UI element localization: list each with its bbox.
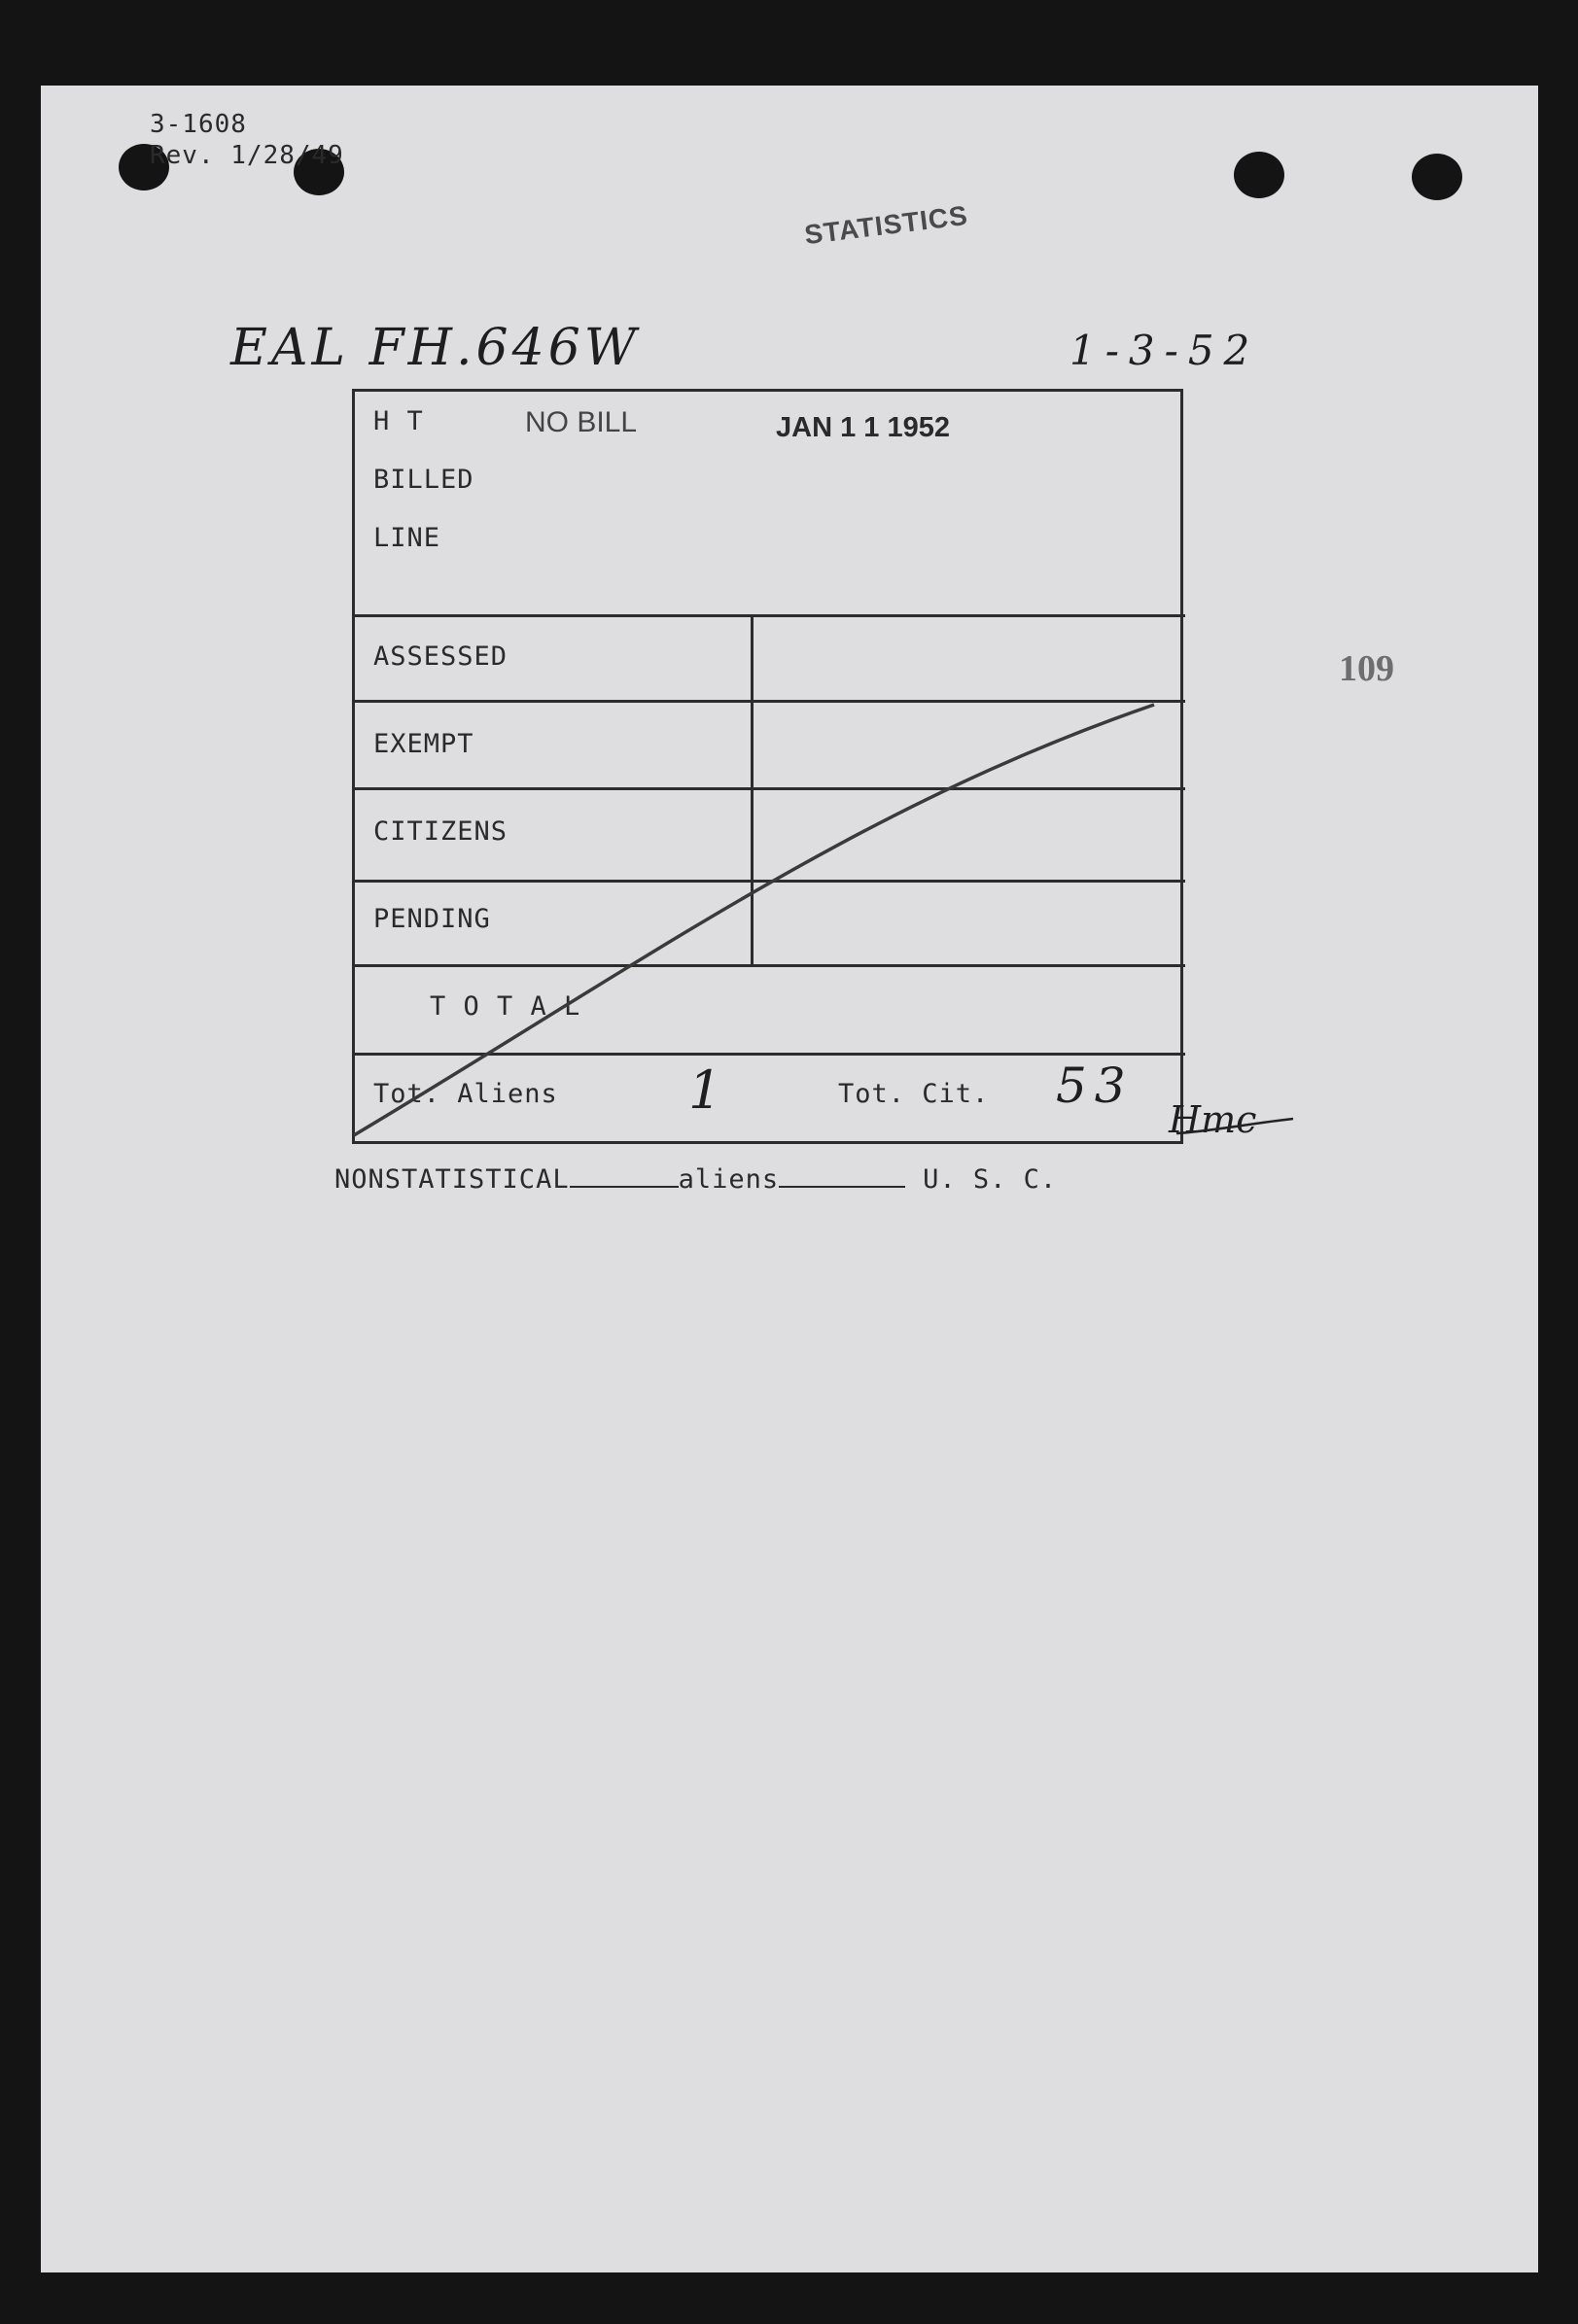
pending-label: PENDING	[373, 904, 491, 934]
handwritten-date: 1-3-52	[1070, 327, 1260, 374]
tot-aliens-value: 1	[688, 1059, 722, 1121]
citizens-label: CITIZENS	[373, 816, 508, 847]
total-label: T O T A L	[430, 991, 581, 1022]
file-reference: EAL FH.646W	[230, 319, 641, 377]
form-revision: Rev. 1/28/49	[150, 141, 344, 170]
nonstatistical-line	[334, 1164, 1057, 1195]
line-label: LINE	[373, 523, 441, 553]
initials: Hmc	[1169, 1098, 1257, 1141]
initials-flourish	[1172, 1114, 1298, 1143]
punch-hole	[1412, 154, 1462, 200]
aliens-blank	[779, 1164, 905, 1188]
exempt-label: EXEMPT	[373, 729, 474, 759]
billed-label: BILLED	[373, 465, 474, 495]
aliens-label: aliens	[678, 1164, 780, 1195]
usc-label: U. S. C.	[923, 1164, 1058, 1195]
date-stamp: JAN 1 1 1952	[776, 412, 950, 443]
nonstatistical-blank	[570, 1164, 679, 1188]
assessed-label: ASSESSED	[373, 642, 508, 672]
ht-label: H T	[373, 406, 424, 436]
form-number: 3-1608	[150, 110, 247, 139]
tot-cit-value: 53	[1056, 1058, 1134, 1114]
no-bill-stamp: NO BILL	[525, 406, 638, 438]
tot-cit-label: Tot. Cit.	[838, 1079, 990, 1109]
nonstatistical-label: NONSTATISTICAL	[334, 1164, 570, 1195]
punch-hole	[1234, 152, 1284, 198]
tot-aliens-label: Tot. Aliens	[373, 1079, 558, 1109]
page-number: 109	[1339, 648, 1394, 689]
document-page	[41, 86, 1538, 2272]
strike-through-line	[352, 389, 1185, 1144]
statistics-stamp: STATISTICS	[802, 199, 970, 251]
statistics-form-box	[352, 389, 1185, 1144]
